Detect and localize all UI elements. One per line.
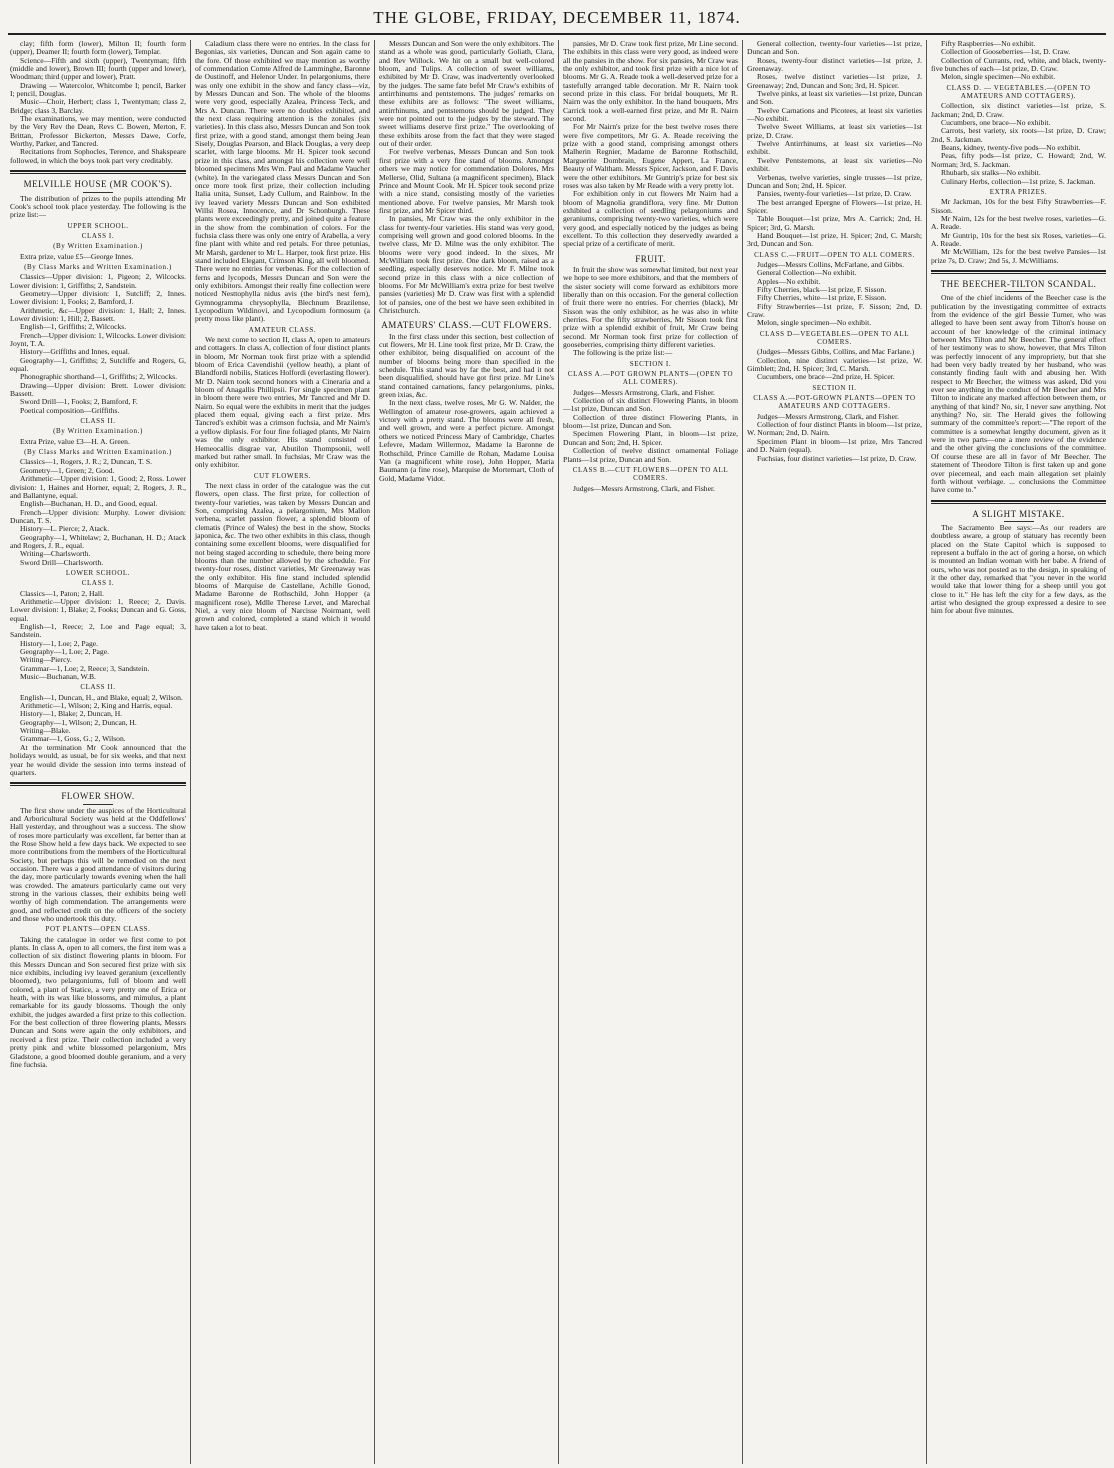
paragraph: Cucumbers, one brace—2nd prize, H. Spicer. [757,372,895,382]
paragraph: Music—Buchanan, W.B. [20,672,96,682]
paragraph: The first show under the auspices of the Horticultural and Arboricultural Society was held at the Oddfellows' Hall yesterday, and throughout was a success. The show of roses more particularly was excellent, far better than at the Rose Show held a few days back. We expected to see more contributions from the members of the Horticultural Society, but perhaps this will be remedied on the next occasion. There was a good attendance of visitors during the day, more particularly towards evening when the hall was crowded. The amateurs particularly came out very strong in the various classes, their exhibits being well worthy of high commendation. The arrangements were good, and reflected credit on the officers of the society and those who undertook this duty. [10,805,186,923]
paragraph: Extra prize, value £5—George Innes. [20,251,134,261]
paragraph: French—Upper division: Murphy. Lower division: Duncan, T. S. [10,507,186,525]
paragraph: Specimen Plant in bloom—1st prize, Mrs Tancred and D. Nairn (equal). [747,436,922,455]
subheading: CLASS D—VEGETABLES—OPEN TO ALL COMERS. [759,329,910,347]
paragraph: Table Bouquet—1st prize, Mrs A. Carrick; 2nd, H. Spicer; 3rd, G. Marsh. [747,214,922,232]
paragraph: The next class in order of the catalogue was the cut flowers, open class. The first prize, for collection of twenty-four varieties, was taken by Messrs Duncan and Son, comprising Azalea, a pelargonium, Mrs Mallon verbena, scarlet passion flower, a splendid bloom of clematis (Prince of Wales) the best in the show, Stocks japonica, &c. The two other exhibits in this class, though containing some excellent blooms, were disqualified for not being staged according to schedule, there being more blooms than the number allowed by the schedule. For twenty-four roses, distinct varieties, Mr Greenaway was the only exhibitor. His fine stand included splendid blooms of Marquise de Castellane, Achille Gonod, Madame Baronne de Rothschild, John Hopper (a magnificent rose), Mdlle Therese Levet, and Marechal Niel, a very nice bloom of Narcisse Noirmant, well grown and colored, completed a stand which it would have taken a lot to beat. [195,480,370,632]
paragraph: Poetical composition—Griffiths. [20,405,120,415]
paragraph: Pansies, twenty-four varieties—1st prize, D. Craw. [757,189,912,199]
paragraph: Twelve pinks, at least six varieties—1st prize, Duncan and Son. [747,89,923,107]
paragraph: pansies, Mr D. Craw took first prize, Mr Line second. The exhibits in this class were very good, as indeed were all the pansies in the show. For six pansies, Mr Craw was the only exhibitor, and took first prize with a nice lot of blooms. Mr G. A. Reade took a well-deserved prize for a tastefully arranged table decoration. Mr R. Nairn took second prize in this class. For bridal bouquets, Mr R. Nairn was the only exhibitor. In the hand bouquets, Mrs Carrick took a well-earned first prize, and Mr R. Nairn second. [563,40,738,124]
paragraph: Rhubarb, six stalks—No exhibit. [941,168,1041,178]
subheading: CLASS D. — VEGETABLES.—(OPEN TO AMATEURS AND COTTAGERS). [946,83,1091,101]
subheading: CLASS A.—POT-GROWN PLANTS—OPEN TO AMATEURS AND COTTAGERS. [753,394,916,411]
paragraph: Judges—Messrs Collins, McFarlane, and Gibbs. [757,259,905,269]
paragraph: One of the chief incidents of the Beecher case is the publication by the investigating committee of extracts from the evidence of the girl Bessie Turner, who was alleged to have been sent away from Tilton's house on account of her knowledge of the criminal intimacy between Mrs Tilton and Mr Beecher. The general effect of her testimony was to show, however, that Mrs Tilton was perfectly innocent of any impropriety, but that she had been very badly treated by her husband, who was constantly finding fault with and abusing her. With respect to Mr Beecher, the witness was asked, Did you ever see anything in the conduct of Mr Beecher and Mrs Tilton to indicate any marked affection between them, or anything of that kind? No, sir, I never saw anything. Not anything? No, sir. The Herald gives the following summary of the committee's report:—"The report of the committee is a somewhat lengthy document, given as it were in two parts—one a mere review of the evidence and the other giving the conclusions of the committee. Of course these are all in favor of Mr Beecher. The statement of Theodore Tilton is first taken up and gone over piecemeal, and each main allegation set plainly forth without verbiage. ... conclusions the Committee have come to." [931,293,1106,495]
article-headline: AMATEURS' CLASS.—CUT FLOWERS. [381,320,552,331]
paragraph: Extra Prize, value £3—H. A. Green. [20,436,130,446]
paragraph: Music—Choir, Herbert; class 1, Twentyman; class 2, Bridge; class 3, Barclay. [10,97,186,115]
paragraph: Geography—1, Wilson; 2, Duncan, H. [20,717,137,727]
paragraph: History—1, Blake; 2, Duncan, H. [20,709,123,719]
paragraph: Classics—1, Rogers, J. R.; 2, Duncan, T. S. [20,457,152,467]
subheading: CLASS I. [81,231,115,240]
paragraph: Writing—Blake. [20,726,71,736]
subheading: CLASS C.—FRUIT—OPEN TO ALL COMERS. [754,250,915,259]
column-1 [6,40,190,1464]
paragraph: Twelve Carnations and Picotees, at least six varieties—No exhibit. [747,105,922,124]
paragraph: English—1, Griffiths; 2, Wilcocks. [20,322,127,332]
newspaper-title: THE GLOBE, FRIDAY, DECEMBER 11, 1874. [373,8,741,27]
paragraph: Collection, six distinct varieties—1st prize, S. Jackman; 2nd, D. Craw. [931,101,1106,119]
paragraph: In the next class, twelve roses, Mr G. W. Nalder, the Wellington of amateur rose-growers, again achieved a victory with a pretty stand. The blooms were all fresh, and well grown, and were a perfect picture. Amongst others we noticed Princess Mary of Cambridge, Charles Lefevre, Madam Willermoz, Madame la Baronne de Rothschild, Prince Camille de Rohan, Madame Louisa Van (a magnificent white rose), John Hopper, Maria Baumann (a fine rose), Marquise de Mortemart, Cloth of Gold, Madame Vidot. [379,398,554,483]
paragraph: Mr Guntrip, 10s for the best six Roses, varieties—G. A. Reade. [931,230,1106,248]
paragraph: Judges—Messrs Armstrong, Clark, and Fisher. [757,411,899,421]
paragraph: General Collection—No exhibit. [757,268,857,278]
paragraph: Verbenas, twelve varieties, single trusses—1st prize, Duncan and Son; 2nd, H. Spicer. [747,172,922,190]
paragraph: Classics—Upper division: 1, Pigeon; 2, Wilcocks. Lower division: 1, Griffiths; 2, Sandstein. [10,272,186,290]
paragraph: (Judges—Messrs Gibbs, Collins, and Mac Farlane.) [757,347,915,357]
paragraph: Roses, twenty-four distinct varieties—1st prize, J. Greenaway. [747,55,922,74]
paragraph: General collection, twenty-four varieties—1st prize, Duncan and Son. [747,40,922,57]
masthead [0,0,1114,36]
paragraph: Mr Nairn, 12s for the best twelve roses, varieties—G. A. Reade. [931,213,1106,232]
paragraph: Taking the catalogue in order we first come to pot plants. In class A, open to all comers, the first item was a collection of six distinct flowering plants in bloom. For this Messrs Duncan and Son secured first prize with six nice exhibits, including ivy leaved geranium (excellently bloomed), two pelargoniums, full of bloom and well colored, a plant of Statice, a very pretty one of Erica or heath, with its wax like blossoms, and mimulus, a plant remarkable for its gaudy blossoms. Though the only exhibit, the judges awarded a first prize to this collection. For the best collection of three flowering plants, Messrs Duncan and Sons were again the only exhibitors, and received a first prize. Their collection included a very pretty pink and white blossomed pelargonium, Mrs Gladstone, a good bloomed double geranium, and a very fine fuchsia. [10,934,186,1069]
subheading: CLASS II. [80,417,116,426]
heading-underline [1004,521,1034,522]
paragraph: Judges—Messrs Armstrong, Clark, and Fisher. [573,483,715,493]
paragraph: Geometry—Upper division: 1, Sutcliff; 2, Innes. Lower division: 1, Fooks; 2, Bamford, J. [10,288,186,307]
subheading: CLASS A.—POT GROWN PLANTS—(OPEN TO ALL COMERS). [567,370,734,387]
paragraph: Geography—1, Griffiths; 2, Sutcliffe and Rogers, G, equal. [10,355,186,374]
paragraph: Fifty Strawberries—1st prize, F. Sisson; 2nd, D. Craw. [747,301,922,319]
paragraph: The best arranged Epergne of Flowers—1st prize, H. Spicer. [747,197,922,215]
subheading: SECTION I. [629,359,672,368]
paragraph: For twelve verbenas, Messrs Duncan and Son took first prize with a very fine stand of blooms. Amongst others we may notice for commendation Dolores, Mrs Mellerse, Olid, Sultana (a magnificent specimen), Black Prince and Mount Cook. Mr H. Spicer took second prize with a nice stand, consisting mostly of the varieties mentioned above. For twelve pansies, Mr Marsh took first prize, and Mr Spicer third. [379,147,554,215]
paragraph: History—1, Loe; 2, Page. [20,638,99,648]
subheading: UPPER SCHOOL. [67,221,129,230]
subheading: (By Class Marks and Written Examination.) [24,448,172,457]
paragraph: The Sacramento Bee says:—As our readers are doubtless aware, a group of statuary has recently been placed on the State Capitol which is supposed to represent a buffalo in the act of goring a horse, on which is mounted an Indian woman with her babe. A friend of ours, who was not posted as to the design, in speaking of it the other day, remarked that "you never in the world would take that lower thing for a sheep until you got close to it." He has left the city for a few days, as the artist who designed the group expressed a desire to see him for about five minutes. [931,522,1106,616]
paragraph: French—Upper division: 1, Wilcocks. Lower division: Joynt, T. A. [10,330,186,348]
paragraph: Science—Fifth and sixth (upper), Twentyman; fifth (middle and lower), Brown III; fourth (upper and lower), Woodman; third (upper and lower), Pratt. [10,55,186,82]
article-headline: FLOWER SHOW. [61,791,135,802]
paragraph: Mr Jackman, 10s for the best Fifty Strawberries—F. Sisson. [931,197,1106,215]
subheading: (By Class Marks and Written Examination.) [24,262,172,271]
subheading: EXTRA PRIZES. [989,187,1048,196]
paragraph: Mr McWilliam, 12s for the best twelve Pansies—1st prize 7s, D. Craw; 2nd 5s, J. McWilliams. [931,247,1106,265]
paragraph: For Mr Nairn's prize for the best twelve roses there were five competitors, Mr G. A. Reade receiving the prize with a good stand, comprising amongst others Malherin Regnier, Madame de Baronne Rothschild, Marguerite Dombrain, Eugene Appert, La France, Beauty of Waltham. Messrs Spicer, Jackson, and F. Davis were the other exhibitors. Mr Guntrip's prize for best six roses was also taken by Mr Reade with a very pretty lot. [563,122,738,190]
paragraph: Fifty Raspberries—No exhibit. [941,40,1036,48]
paragraph: English—1, Reece; 2, Loe and Page equal; 3, Sandstein. [10,622,186,640]
article-headline: THE BEECHER-TILTON SCANDAL. [940,278,1097,289]
paragraph: In pansies, Mr Craw was the only exhibitor in the class for twenty-four varieties. His stand was very good, comprising well grown and good colored blooms. In the twelve class, Mr D. Milne was the only exhibitor. The blooms were very good indeed. In the sixes, Mr McWilliam took first prize. One dark bloom, raised as a seedling, especially deserves notice. Mr F. Milne took second prize in this class with a nice collection of blooms. For Mr McWilliam's extra prize for best twelve pansies (varieties) Mr D. Craw was first with a splendid lot of pansies, one of the best we have seen exhibited in Christchurch. [379,214,554,315]
paragraph: The following is the prize list:— [573,348,673,358]
subheading: CLASS I. [81,579,115,588]
paragraph: Fuchsias, four distinct varieties—1st prize, D. Craw. [757,453,917,463]
paragraph: English—1, Duncan, H., and Blake, equal; 2, Wilson. [20,692,183,702]
paragraph: Arithmetic, &c—Upper division: 1, Hall; 2, Innes. Lower division: 1, Hill; 2, Bassett. [10,305,186,323]
paragraph: Collection of three distinct Flowering Plants, in bloom—1st prize, Duncan and Son. [563,412,738,431]
column-3 [374,40,558,1464]
subheading: LOWER SCHOOL. [65,568,131,577]
subheading: (By Written Examination.) [53,427,143,436]
paragraph: History—L. Pierce; 2, Atack. [20,524,109,534]
paragraph: Drawing—Upper division: Brett. Lower division: Bassett. [10,380,186,399]
subheading: POT PLANTS—OPEN CLASS. [45,925,151,934]
heading-underline [83,192,113,193]
subheading: SECTION II. [812,383,857,392]
paragraph: Arithmetic—1, Wilson; 2, King and Harris, equal. [20,701,173,711]
article-headline: FRUIT. [635,253,666,264]
paragraph: Specimen Flowering Plant, in bloom—1st prize, Duncan and Son; 2nd, H. Spicer. [563,429,738,447]
paragraph: Judges—Messrs Armstrong, Clark, and Fisher. [573,387,715,397]
column-6 [926,40,1110,1464]
paragraph: Roses, twelve distinct varieties—1st prize, J. Greenaway; 2nd, Duncan and Son; 3rd, H. Spicer. [747,72,922,90]
paragraph: Writing—Charlsworth. [20,549,91,559]
paragraph: Carrots, best variety, six roots—1st prize, D. Craw; 2nd, S. Jackman. [931,126,1106,144]
paragraph: Beans, kidney, twenty-five pods—No exhibit. [941,143,1081,153]
paragraph: The distribution of prizes to the pupils attending Mr Cook's school took place yesterday. The following is the prize list:— [10,193,186,220]
subheading: (By Written Examination.) [53,242,143,251]
paragraph: Sword Drill—Charlsworth. [20,557,104,567]
section-divider [10,782,186,786]
subheading: AMATEUR CLASS. [248,325,317,334]
paragraph: Phonographic shorthand—1, Griffiths; 2, Wilcocks. [20,372,177,382]
paragraph: Geography—1, Loe; 2, Page. [20,647,109,657]
paragraph: Grammar—1, Loe; 2, Reece; 3, Sandstein. [20,663,150,673]
paragraph: History—Griffiths and Innes, equal. [20,347,130,357]
masthead-rule [8,33,1106,35]
paragraph: Melon, single specimen—No exhibit. [941,72,1056,82]
paragraph: Collection of four distinct Plants in bloom—1st prize, W. Norman; 2nd, D. Nairn. [747,420,922,438]
paragraph: Recitations from Sophocles, Terence, and Shakspeare followed, in which the boys took part very creditably. [10,147,186,165]
article-headline: MELVILLE HOUSE (MR COOK'S). [23,179,173,190]
paragraph: Sword Drill—1, Fooks; 2, Bamford, F. [20,397,138,407]
paragraph: Arithmetic—Upper division: 1, Reece; 2, Davis. Lower division: 1, Blake; 2, Fooks; Duncan and G. Goss, equal. [10,596,186,623]
paragraph: The examinations, we may mention, were conducted by the Very Rev the Dean, Revs C. Bowen, Merton, F. Brittan, Professor Bickerton, Messrs Dawe, Corfe, Worthy, Parker, and Tancred. [10,114,186,149]
paragraph: Cucumbers, one brace—No exhibit. [941,118,1051,128]
paragraph: Hand Bouquet—1st prize, H. Spicer; 2nd, C. Marsh; 3rd, Duncan and Son. [747,230,922,249]
paragraph: Messrs Duncan and Son were the only exhibitors. The stand as a whole was good, particularly Goliath, Clara, and Rev Willock. We hit on a small but well-colored bloom, and Tulips. A collection of sweet williams, exhibited by Mr D. Craw, was inadvertently overlooked by the judges. The same fate befel Mr Craw's exhibits of antirrhinums and pentstemons. The judges' remarks on these exhibits are as follows: "The sweet williams, antirrhinums, and pentstemons should be judged. They were not pointed out to the judges by the steward. The sweet williams deserve first prize." The overlooking of these exhibits arose from the fact that they were staged out of their order. [379,40,554,149]
newspaper-columns [6,40,1110,1464]
paragraph: Twelve Pentstemons, at least six varieties—No exhibit. [747,155,922,174]
paragraph: Fifty Cherries, black—1st prize, F. Sisson. [757,284,887,294]
paragraph: Peas, fifty pods—1st prize, C. Howard; 2nd, W. Norman; 3rd, S. Jackman. [931,151,1106,169]
paragraph: Fifty Cherries, white—1st prize, F. Sisson. [757,293,887,303]
paragraph: Classics—1, Paton; 2, Hall. [20,588,104,598]
paragraph: Melon, single specimen—No exhibit. [757,318,872,328]
column-2 [190,40,374,1464]
section-divider [10,170,186,174]
paragraph: Grammar—1, Goss, G.; 2, Wilson. [20,734,126,744]
paragraph: Collection, nine distinct varieties—1st prize, W. Gimblett; 2nd, H. Spicer; 3rd, C. Marsh. [747,355,922,374]
heading-underline [1004,291,1034,292]
article-headline: A SLIGHT MISTAKE. [972,508,1065,519]
paragraph: For exhibition only in cut flowers Mr Nairn had a bloom of Magnolia grandiflora, very fine. Mr Dutton exhibited a collection of seedling pelargoniums and geraniums, comprising twenty-two varieties, which were very good, and especially noticed by the judges as being excellent. To this collection they deservedly awarded a special prize of a certificate of merit. [563,189,738,249]
paragraph: Twelve Sweet Williams, at least six varieties—1st prize, D. Craw. [747,122,922,140]
paragraph: In fruit the show was somewhat limited, but next year we hope to see more exhibitors, and that the members of the sister society will come forward as exhibitors more liberally than on this occasion. For the general collection of fruit there were no entries. For cherries (black), Mr Sisson was the only exhibitor, as he was also in white cherries. For the fifty strawberries, Mr Sisson took first prize with a splendid exhibit of fruit, Mr Craw being second. Mr Norman took first prize for collection of gooseberries, comprising thirty different varieties. [563,264,738,350]
paragraph: Writing—Piercy. [20,655,72,665]
paragraph: Geography—1, Whitelaw; 2, Buchanan, H. D.; Atack and Rogers, J. R., equal. [10,532,186,550]
paragraph: Drawing — Watercolor, Whitcombe I; pencil, Barker I; pencil, Douglas. [10,80,186,99]
paragraph: We next come to section II, class A, open to amateurs and cottagers. In class A, collection of four distinct plants in bloom, Mr Norman took first prize with a splendid bloom of Erica Cavendishii (yellow heath), a plant of Blandfordi nobilis, Statices Holfordi (everlasting flower). Mr D. Nairn took second honors with a Cineraria and a bloom of Anagallis Phillipsii. For single specimen plant in bloom there were two entries, Mr Tancred and Mr D. Nairn. So equal were the exhibits in merit that the judges placed them equal, giving each a first prize. Mrs Tancred's exhibit was a crimson fuchsia, and Mr Nairn's a yellow diplasis. For four fine foliaged plants, Mr Nairn was the only exhibitor. His stand consisted of Hemeocallis disgrae var, Abutilon Thompsonii, well marked but rather small. In fuchsias, Mr Craw was the only exhibitor. [195,335,370,470]
section-divider [931,500,1106,504]
paragraph: Collection of Currants, red, white, and black, twenty-five bunches of each—1st prize, D. Craw. [931,55,1106,74]
paragraph: Culinary Herbs, collection—1st prize, S. Jackman. [941,176,1096,186]
paragraph: Twelve Antirrhinums, at least six varieties—No exhibit. [747,139,922,157]
paragraph: Geometry—1, Green; 2, Good. [20,465,115,475]
paragraph: clay; fifth form (lower), Milton II; fourth form (upper), Deamer II; fourth form (lower), Templar. [10,40,186,57]
paragraph: Apples—No exhibit. [757,276,821,286]
paragraph: Collection of Gooseberries—1st, D. Craw. [941,47,1071,57]
paragraph: Collection of six distinct Flowering Plants, in bloom—1st prize, Duncan and Son. [563,396,738,414]
paragraph: At the termination Mr Cook announced that the holidays would, as usual, be for six weeks, and that next year he would divide the session into terms instead of quarters. [10,742,186,777]
subheading: CLASS II. [80,683,116,692]
column-4 [558,40,742,1464]
subheading: CUT FLOWERS. [253,471,312,480]
paragraph: English—Buchanan, H. D., and Good, equal. [20,499,158,509]
paragraph: Collection of twelve distinct ornamental Foliage Plants—1st prize, Duncan and Son. [563,446,738,464]
paragraph: Arithmetic—Upper division: 1, Good; 2, Ross. Lower division: 1, Haines and Horner, equal; 2, Rogers, J. R., and Ballantyne, equal. [10,474,186,500]
section-divider [931,270,1106,274]
paragraph: In the first class under this section, best collection of cut flowers, Mr H. Line took first prize, Mr D. Craw, the other exhibitor, being disqualified on account of the number of blooms being more than specified in the schedule. This stand was by far the best, and had it not been disqualified, should have got first prize. Mr Line's stand contained carnations, fancy pelargoniums, pinks, green ixias, &c. [379,331,554,400]
subheading: CLASS B.—CUT FLOWERS—OPEN TO ALL COMERS. [572,465,729,483]
heading-underline [83,804,113,805]
paragraph: Caladium class there were no entries. In the class for Begonias, six varieties, Duncan and Son again came to the fore. Of those exhibited we may mention as worthy of commendation Comte Alfred de Lamminghe, Baronne de Oustinoff, and Helenor Under. In pelargoniums, there was only one exhibit in the show and fancy class—viz, by Messrs Duncan and Son. The whole of the blooms were very good, especially Azalea, Princess Teck, and Mrs A. Duncan. There were no doubles exhibited, and the next class requiring attention is the zonales (six varieties). In this class also, Messrs Duncan and Son took first prize, with a good stand, amongst them being Jean Sisely, Douglas Pearson, and Black Douglas, a very deep scarlet, with large blooms. Mr H. Spicer took second prize in this class, and amongst his collection were well bloomed specimens Mrs Wm. Paul and Madame Vaucher (white). In the variegated class Messrs Duncan and Son once more took first prize, their collection including Italia unita, Sunset, Lady Cullum, and Rainbow. In the ivy leaved variety Messrs Duncan and Son exhibited Willsi Rosea, Innocence, and Dr Schonburgh. These plants were exceedingly pretty, and joined quite a feature in the show from the combination of colors. For the fuchsia class there was only one entry of Arabella, a very fine plant with white and red petals. For three petunias, Mr Marsh, gardener to Mr L. Harper, took first prize. His stand included Elegant, Crimson King, all well bloomed. There were no entries for verbenas. For the collection of ferns and lycopods, Messrs Duncan and Son were the only exhibitors. Amongst their really fine collection were noticed Nesttophylla nidus avis (the bird's nest fern), Gymnogramma chrysophylla, Blechnum Brazilense, Lycopodium Wildinovi, and Lycopodium formosum (a pretty moss like plant). [195,40,370,324]
column-5 [742,40,926,1464]
